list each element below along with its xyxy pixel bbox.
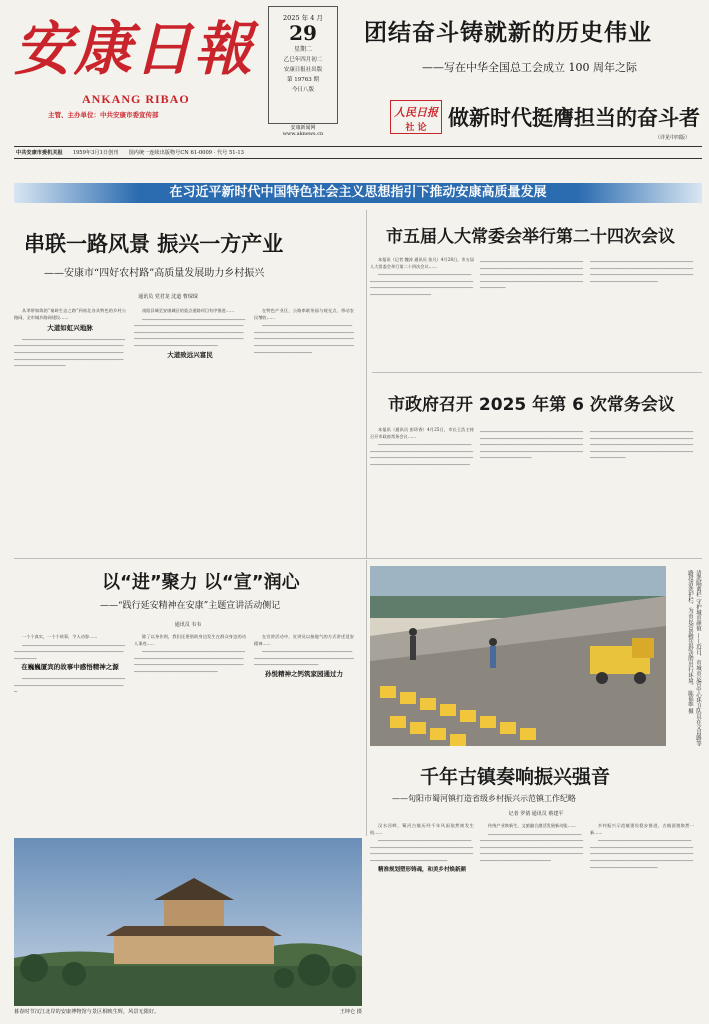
article1-col1-text: 从翠带如练的“秦岭生态之路”到南北各具特色的乡村公路网，全市城乡路网建设…… (14, 308, 126, 320)
page-count: 今日八版 (291, 87, 314, 93)
publication-number: 国内统一连续出版物号CN 61-0009 · 代号 51-13 (128, 150, 244, 156)
issue-number: 第 19763 期 (287, 77, 319, 83)
photo2-credit: 王坤仑 摄 (339, 1009, 362, 1015)
top-feature-headline: 团结奋斗铸就新的历史伟业 (364, 20, 652, 46)
article1-col3-filler: ▁▁▁▁▁▁▁▁▁▁▁▁▁▁▁▁▁▁▁▁▁▁▁▁▁▁▁▁▁▁▁▁▁▁▁▁▁▁▁▁▁▁▁▁▁▁▁▁▁▁▁▁▁▁▁▁▁▁▁▁▁▁▁▁▁▁▁▁▁▁▁▁▁▁▁▁▁▁▁▁▁▁▁▁▁▁▁▁▁▁▁▁▁▁▁▁▁▁▁▁▁▁▁▁▁▁▁▁▁▁▁▁▁▁▁▁▁▁▁▁▁▁▁▁▁▁▁▁▁▁▁▁▁▁▁▁▁▁▁ (254, 321, 354, 353)
photo2-caption-row (14, 1008, 362, 1015)
editorial-title: 做新时代挺膺担当的奋斗者 (448, 105, 700, 130)
article5-col3-filler: ▁▁▁▁▁▁▁▁▁▁▁▁▁▁▁▁▁▁▁▁▁▁▁▁▁▁▁▁▁▁▁▁▁▁▁▁▁▁▁▁▁▁▁▁▁▁▁▁▁▁▁▁▁▁▁▁▁▁▁▁▁▁▁▁▁▁▁▁▁▁▁▁▁▁▁▁▁▁▁▁▁▁▁▁▁▁▁▁▁▁▁▁▁▁▁▁▁▁▁▁▁▁▁▁▁▁▁▁▁▁▁▁▁▁▁▁▁▁▁▁▁▁▁▁▁▁▁▁▁▁▁▁▁▁▁▁▁▁▁▁▁▁▁▁▁▁ (590, 836, 694, 868)
news-site (268, 124, 338, 137)
article-npc-meeting (370, 210, 702, 370)
newsnet-label: 安康新闻网 (290, 125, 316, 131)
article4-col2-text: 除了以身作则，我们还要借助身边发生在群众身边的动人事迹…… (134, 634, 246, 646)
museum-illustration (14, 838, 362, 1006)
article3-column: ▁▁▁▁▁▁▁▁▁▁▁▁▁▁▁▁▁▁▁▁▁▁▁▁▁▁▁▁▁▁▁▁▁▁▁▁▁▁▁▁▁▁▁▁▁▁▁▁▁▁▁▁▁▁▁▁▁▁▁▁▁▁▁▁▁▁▁▁▁▁▁▁▁▁▁▁▁▁▁▁▁▁▁▁▁▁▁▁▁▁▁▁▁▁▁▁▁▁▁▁▁▁▁▁▁▁▁▁▁▁▁▁▁▁▁▁▁▁▁▁▁▁▁▁▁▁▁▁▁▁▁▁▁▁▁▁▁▁▁▁▁▁▁▁ (480, 427, 584, 459)
article-propaganda (14, 560, 362, 834)
article4-col1-filler2: ▁▁▁▁▁▁▁▁▁▁▁▁▁▁▁▁▁▁▁▁▁▁▁▁▁▁▁▁▁▁▁▁▁▁▁▁▁▁▁▁▁▁▁▁▁▁▁▁▁▁▁▁▁▁▁▁▁▁▁▁▁▁▁▁▁▁▁ (14, 673, 126, 693)
theme-banner-text: 在习近平新时代中国特色社会主义思想指引下推动安康高质量发展 (169, 185, 547, 200)
photo2-caption: 暮春时节汉江北岸的安康博物馆与景区相映生辉，风景无限好。 (14, 1009, 160, 1015)
party-organ: 中共安康市委机关报 (16, 150, 63, 156)
article2-body: 本报讯（记者 魏涛 通讯员 张凡）4月28日，市五届人大常委会举行第二十四次会议…… (370, 257, 474, 269)
date-box (268, 6, 338, 124)
photo1-caption-vertical (670, 570, 702, 748)
top-feature-subhead: ——写在中华全国总工会成立 100 周年之际 (422, 61, 637, 74)
theme-banner (14, 183, 702, 203)
article4-column (254, 634, 354, 834)
article3-headline: 市政府召开 2025 年第 6 次常务会议 (388, 395, 675, 415)
article4-column (134, 634, 246, 834)
article3-column: ▁▁▁▁▁▁▁▁▁▁▁▁▁▁▁▁▁▁▁▁▁▁▁▁▁▁▁▁▁▁▁▁▁▁▁▁▁▁▁▁▁▁▁▁▁▁▁▁▁▁▁▁▁▁▁▁▁▁▁▁▁▁▁▁▁▁▁▁▁▁▁▁▁▁▁▁▁▁▁▁▁▁▁▁▁▁▁▁▁▁▁▁▁▁▁▁▁▁▁▁▁▁▁▁▁▁▁▁▁▁▁▁▁▁▁▁▁▁▁▁▁▁▁▁▁▁▁▁▁▁▁▁▁▁▁▁▁▁▁ (590, 427, 694, 459)
article5-byline: 记者 罗倩 通讯员 蔡建平 (508, 811, 564, 817)
article1-col2-filler: ▁▁▁▁▁▁▁▁▁▁▁▁▁▁▁▁▁▁▁▁▁▁▁▁▁▁▁▁▁▁▁▁▁▁▁▁▁▁▁▁▁▁▁▁▁▁▁▁▁▁▁▁▁▁▁▁▁▁▁▁▁▁▁▁▁▁▁▁▁▁▁▁▁▁▁▁▁▁▁▁▁▁▁▁▁▁▁▁▁▁▁▁▁▁▁▁▁▁▁▁▁▁▁▁▁▁▁▁▁▁▁▁▁▁▁▁▁▁▁▁▁▁▁▁▁▁▁▁▁▁▁▁▁▁▁▁▁▁▁▁▁▁▁▁▁▁▁▁▁▁▁▁▁▁▁▁▁▁▁▁ (134, 314, 246, 346)
article2-filler: ▁▁▁▁▁▁▁▁▁▁▁▁▁▁▁▁▁▁▁▁▁▁▁▁▁▁▁▁▁▁▁▁▁▁▁▁▁▁▁▁▁▁▁▁▁▁▁▁▁▁▁▁▁▁▁▁▁▁▁▁▁▁▁▁▁▁▁▁▁▁▁▁▁▁▁▁▁▁▁▁▁▁▁▁▁▁▁▁▁▁▁▁▁▁▁▁▁▁▁▁▁▁▁▁▁▁▁▁▁▁▁▁ (370, 270, 474, 295)
article-govt-meeting (370, 376, 702, 556)
article2-headline: 市五届人大常委会举行第二十四次会议 (386, 227, 675, 247)
article3-body: 本报讯（通讯员 彭珍香）4月25日，市长王浩主持召开市政府常务会议…… (370, 427, 474, 439)
article5-column (590, 823, 694, 1019)
peoples-daily-logo-text: 人民日报 (394, 106, 438, 119)
weekday: 星期二 (293, 46, 312, 53)
peoples-daily-logo (390, 100, 442, 134)
article4-col3-text: 在宣讲活动中，宣讲员以接地气的方式讲述延安精神…… (254, 634, 354, 646)
article4-col1-text: 一个个真实，一个个故事，令人动容…… (22, 634, 98, 639)
article5-col1-filler: ▁▁▁▁▁▁▁▁▁▁▁▁▁▁▁▁▁▁▁▁▁▁▁▁▁▁▁▁▁▁▁▁▁▁▁▁▁▁▁▁▁▁▁▁▁▁▁▁▁▁▁▁▁▁▁▁▁▁▁▁▁▁▁▁▁▁▁▁▁▁▁▁▁▁▁▁▁▁▁▁▁▁▁▁▁▁▁▁▁▁▁▁▁▁▁▁▁▁▁▁▁▁▁▁▁▁▁▁▁▁▁▁▁▁▁▁▁ (370, 836, 474, 861)
article5-col3-text: 乡村振兴示范镇建设稳步推进，古镇面貌焕然一新…… (590, 823, 694, 835)
article3-filler: ▁▁▁▁▁▁▁▁▁▁▁▁▁▁▁▁▁▁▁▁▁▁▁▁▁▁▁▁▁▁▁▁▁▁▁▁▁▁▁▁▁▁▁▁▁▁▁▁▁▁▁▁▁▁▁▁▁▁▁▁▁▁▁▁▁▁▁▁▁▁▁▁▁▁▁▁▁▁▁▁▁▁▁▁▁▁▁▁▁▁▁▁▁▁▁▁▁▁▁▁▁▁▁▁▁▁▁▁▁▁▁▁▁▁▁▁▁▁▁▁▁▁▁▁ (370, 440, 474, 465)
article5-col2-text: 传统产业焕新生，文旅融合激活发展新动能…… (488, 823, 576, 828)
date-day: 29 (289, 21, 317, 45)
editorial-label: 社 论 (405, 123, 427, 133)
article3-column (370, 427, 474, 549)
article2-column (370, 257, 474, 375)
masthead-title: 安康日報 (14, 15, 255, 83)
article1-column (134, 308, 246, 570)
article4-col1-filler: ▁▁▁▁▁▁▁▁▁▁▁▁▁▁▁▁▁▁▁▁▁▁▁▁▁▁▁▁▁▁▁▁▁▁▁▁▁▁▁▁▁▁▁▁▁▁▁▁▁▁▁▁▁▁▁▁▁▁▁▁▁▁▁▁▁▁▁▁▁▁▁▁▁ (14, 640, 126, 659)
article5-col1-text: 汉水河畔，蜀河古镇历经千年风雨依然焕发生机…… (370, 823, 474, 835)
street-cleaning-illustration (370, 566, 666, 746)
article1-col3-text: 在特色产业区，公路串联茶园与观光点，带动农民增收…… (254, 308, 354, 320)
article1-subheading-1: 大道如虹兴地脉 (47, 324, 93, 333)
article-ancient-town (370, 752, 702, 1020)
article5-column (480, 823, 584, 1019)
masthead (14, 6, 268, 138)
article1-col2-text: 南阳县城至安康城区的重点道路项目有序推进…… (142, 308, 235, 313)
article1-headline: 串联一路风景 振兴一方产业 (24, 232, 284, 256)
article4-col3-filler: ▁▁▁▁▁▁▁▁▁▁▁▁▁▁▁▁▁▁▁▁▁▁▁▁▁▁▁▁▁▁▁▁▁▁▁▁▁▁▁▁▁▁▁▁▁▁▁▁▁▁▁▁▁▁▁▁▁▁▁▁▁▁▁▁▁▁▁▁▁▁▁▁▁▁▁▁▁▁▁ (254, 647, 354, 666)
article5-column (370, 823, 474, 1019)
article4-headline: 以“进”聚力 以“宣”润心 (102, 572, 300, 593)
lunar-date: 乙巳年四月初二 (283, 57, 323, 63)
date-year-month: 2025 年 4 月 (283, 14, 323, 22)
photo-street-cleaning (370, 566, 666, 746)
article1-byline: 通讯员 党君龙 沈道 曹琛琛 (138, 294, 198, 300)
article1-subhead: ——安康市“四好农村路”高质量发展助力乡村振兴 (44, 268, 265, 279)
article1-column (254, 308, 354, 570)
edition-code: 安康日报社出版 (283, 67, 323, 73)
photo1-caption: 清洗隔离栏 守护城市颜值 ——近日，市城市运营中心环卫队员在文昌路等路段清洗护栏，为市民营造整洁舒适的出行环境。 陈福维 摄 (687, 570, 701, 747)
article4-subheading-2: 孙悦精神之钙筑家园通过力 (265, 669, 343, 678)
article4-subhead: ——“践行延安精神在安康”主题宣讲活动侧记 (100, 601, 281, 611)
masthead-info-line (16, 149, 696, 156)
masthead-pinyin: ANKANG RIBAO (82, 92, 190, 106)
newsnet-url: www.aknews.cn (282, 131, 324, 137)
article2-column: ▁▁▁▁▁▁▁▁▁▁▁▁▁▁▁▁▁▁▁▁▁▁▁▁▁▁▁▁▁▁▁▁▁▁▁▁▁▁▁▁▁▁▁▁▁▁▁▁▁▁▁▁▁▁▁▁▁▁▁▁▁▁▁▁▁▁▁▁▁▁▁▁▁▁▁▁▁▁▁▁▁▁▁▁▁▁▁▁▁▁▁▁▁▁▁▁▁▁▁▁▁▁▁▁▁▁▁▁▁▁▁▁▁▁▁▁▁▁▁▁▁▁▁▁▁▁▁▁▁▁▁▁▁▁▁▁ (480, 257, 584, 289)
masthead-motto: 主管、主办单位：中共安康市委宣传部 (48, 111, 159, 119)
article1-col1-filler: ▁▁▁▁▁▁▁▁▁▁▁▁▁▁▁▁▁▁▁▁▁▁▁▁▁▁▁▁▁▁▁▁▁▁▁▁▁▁▁▁▁▁▁▁▁▁▁▁▁▁▁▁▁▁▁▁▁▁▁▁▁▁▁▁▁▁▁▁▁▁▁▁▁▁▁▁▁▁▁▁▁▁▁▁▁▁▁▁▁▁▁▁▁▁▁▁▁▁▁▁▁▁▁▁▁▁▁▁▁▁▁▁▁▁▁▁▁▁▁▁▁▁▁▁▁▁▁▁▁▁▁▁▁▁▁▁▁▁▁▁▁▁▁▁▁▁▁▁▁▁ (14, 334, 126, 367)
top-feature (350, 6, 702, 146)
article4-subheading-1: 在巍巍厦宾的故事中感悟精神之源 (21, 663, 119, 672)
founded-date: 1959年3月1日创刊 (72, 150, 119, 156)
article4-byline: 通讯员 韦韦 (174, 622, 202, 628)
article5-col2-filler: ▁▁▁▁▁▁▁▁▁▁▁▁▁▁▁▁▁▁▁▁▁▁▁▁▁▁▁▁▁▁▁▁▁▁▁▁▁▁▁▁▁▁▁▁▁▁▁▁▁▁▁▁▁▁▁▁▁▁▁▁▁▁▁▁▁▁▁▁▁▁▁▁▁▁▁▁▁▁▁▁▁▁▁▁▁▁▁▁▁▁▁▁▁▁▁▁▁▁▁▁▁▁▁▁▁▁▁▁▁▁▁▁▁▁▁▁▁▁▁▁▁▁▁▁▁▁▁▁▁▁▁▁▁▁▁▁▁▁▁▁▁▁▁▁▁▁▁ (480, 829, 584, 861)
page-reference: （详见中四版） (654, 135, 690, 141)
article1-subheading-2: 大道致远兴富民 (167, 350, 213, 359)
article4-col2-filler: ▁▁▁▁▁▁▁▁▁▁▁▁▁▁▁▁▁▁▁▁▁▁▁▁▁▁▁▁▁▁▁▁▁▁▁▁▁▁▁▁▁▁▁▁▁▁▁▁▁▁▁▁▁▁▁▁▁▁▁▁▁▁▁▁▁▁▁▁▁▁▁▁▁▁▁▁▁▁▁▁▁▁▁▁▁▁▁▁▁▁▁▁▁▁▁▁▁▁▁▁▁▁▁▁▁▁▁▁▁▁▁▁▁▁▁▁▁▁▁▁▁▁▁▁▁▁ (134, 647, 246, 672)
article5-subhead: ——旬阳市蜀河镇打造省级乡村振兴示范镇工作纪略 (392, 794, 576, 803)
article-rural-roads (14, 210, 362, 554)
article4-column (14, 634, 126, 834)
article2-column: ▁▁▁▁▁▁▁▁▁▁▁▁▁▁▁▁▁▁▁▁▁▁▁▁▁▁▁▁▁▁▁▁▁▁▁▁▁▁▁▁▁▁▁▁▁▁▁▁▁▁▁▁▁▁▁▁▁▁▁▁▁▁▁▁▁▁▁▁▁▁▁▁▁▁▁▁▁▁▁▁▁▁▁▁▁▁▁▁▁▁▁▁▁▁▁▁▁▁▁▁▁▁▁▁▁▁▁▁▁▁▁▁▁▁▁▁▁ (590, 257, 694, 282)
article1-column (14, 308, 126, 570)
photo-museum (14, 838, 362, 1006)
article5-subheading-1: 精准规划塑形铸魂，和美乡村焕新颜 (377, 866, 466, 873)
article5-headline: 千年古镇奏响振兴强音 (420, 766, 611, 788)
